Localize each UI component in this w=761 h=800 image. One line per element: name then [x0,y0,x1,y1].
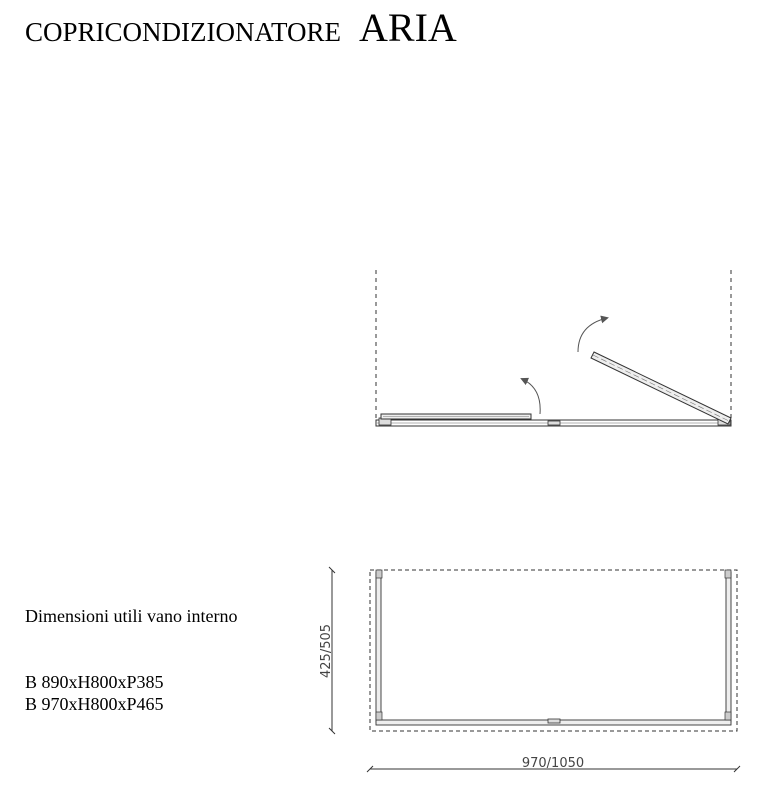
depth-label: 425/505 [319,623,334,679]
product-name: ARIA [359,5,457,50]
dimension-size-2: B 970xH800xP465 [25,694,164,714]
panel-right [726,572,731,722]
top-view-open-doors [376,270,731,426]
center-joint [548,421,560,425]
dimensions-caption: Dimensioni utili vano interno [25,606,238,626]
width-label: 970/1050 [521,756,585,771]
document-title: COPRICONDIZIONATORE [25,17,342,47]
plan-view [319,567,740,772]
panel-left [376,572,381,722]
outer-outline [370,570,737,731]
swing-arrow-right [578,318,607,352]
swing-arrow-left [522,379,540,414]
dimension-size-1: B 890xH800xP385 [25,672,164,692]
